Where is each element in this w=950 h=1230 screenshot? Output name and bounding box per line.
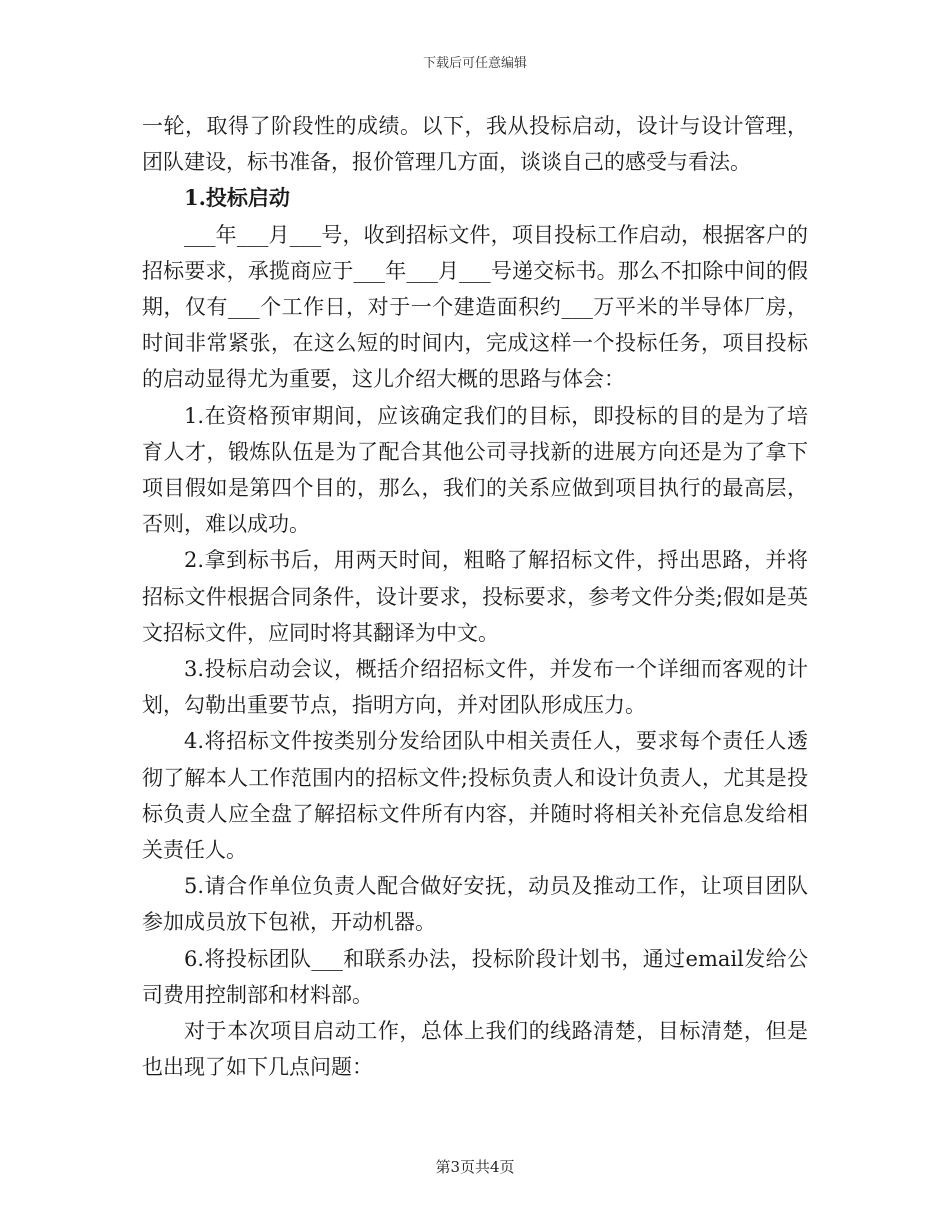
page-header: 下载后可任意编辑 (422, 56, 527, 71)
paragraph-intro: 一轮，取得了阶段性的成绩。以下，我从投标启动，设计与设计管理，团队建设，标书准备，报价管理几方面，谈谈自己的感受与看法。 (142, 114, 808, 175)
list-item-4: 4.将招标文件按类别分发给团队中相关责任人，要求每个责任人透彻了解本人工作范围内的招标文件;投标负责人和设计负责人，尤其是投标负责人应全盘了解招标文件所有内容，并随时将相关补充信息发给相关责任人。 (142, 729, 808, 863)
paragraph-schedule: ___年___月___号，收到招标文件，项目投标工作启动，根据客户的招标要求，承揽商应于___年___月___号递交标书。那么不扣除中间的假期，仅有___个工作日，对于一个建造面积约___万平米的半导体厂房，时间非常紧张，在这么短的时间内，完成这样一个投标任务，项目投标的启动显得尤为重要，这儿介绍大概的思路与体会： (142, 222, 808, 392)
list-item-2: 2.拿到标书后，用两天时间，粗略了解招标文件，捋出思路，并将招标文件根据合同条件，设计要求，投标要求，参考文件分类;假如是英文招标文件，应同时将其翻译为中文。 (142, 548, 808, 645)
list-item-5: 5.请合作单位负责人配合做好安抚，动员及推动工作，让项目团队参加成员放下包袱，开动机器。 (142, 874, 808, 935)
page-footer: 第3页共4页 (435, 1158, 515, 1176)
list-item-3: 3.投标启动会议，概括介绍招标文件，并发布一个详细而客观的计划，勾勒出重要节点，指明方向，并对团队形成压力。 (142, 657, 808, 718)
list-item-6: 6.将投标团队___和联系办法，投标阶段计划书，通过email发给公司费用控制部和材料部。 (142, 946, 808, 1007)
section-heading: 1.投标启动 (184, 185, 290, 211)
list-item-1: 1.在资格预审期间，应该确定我们的目标，即投标的目的是为了培育人才，锻炼队伍是为了配合其他公司寻找新的进展方向还是为了拿下项目假如是第四个目的，那么，我们的关系应做到项目执行的最高层，否则，难以成功。 (142, 403, 808, 537)
document-body (142, 108, 808, 1085)
paragraph-summary: 对于本次项目启动工作，总体上我们的线路清楚，目标清楚，但是也出现了如下几点问题： (142, 1019, 808, 1080)
